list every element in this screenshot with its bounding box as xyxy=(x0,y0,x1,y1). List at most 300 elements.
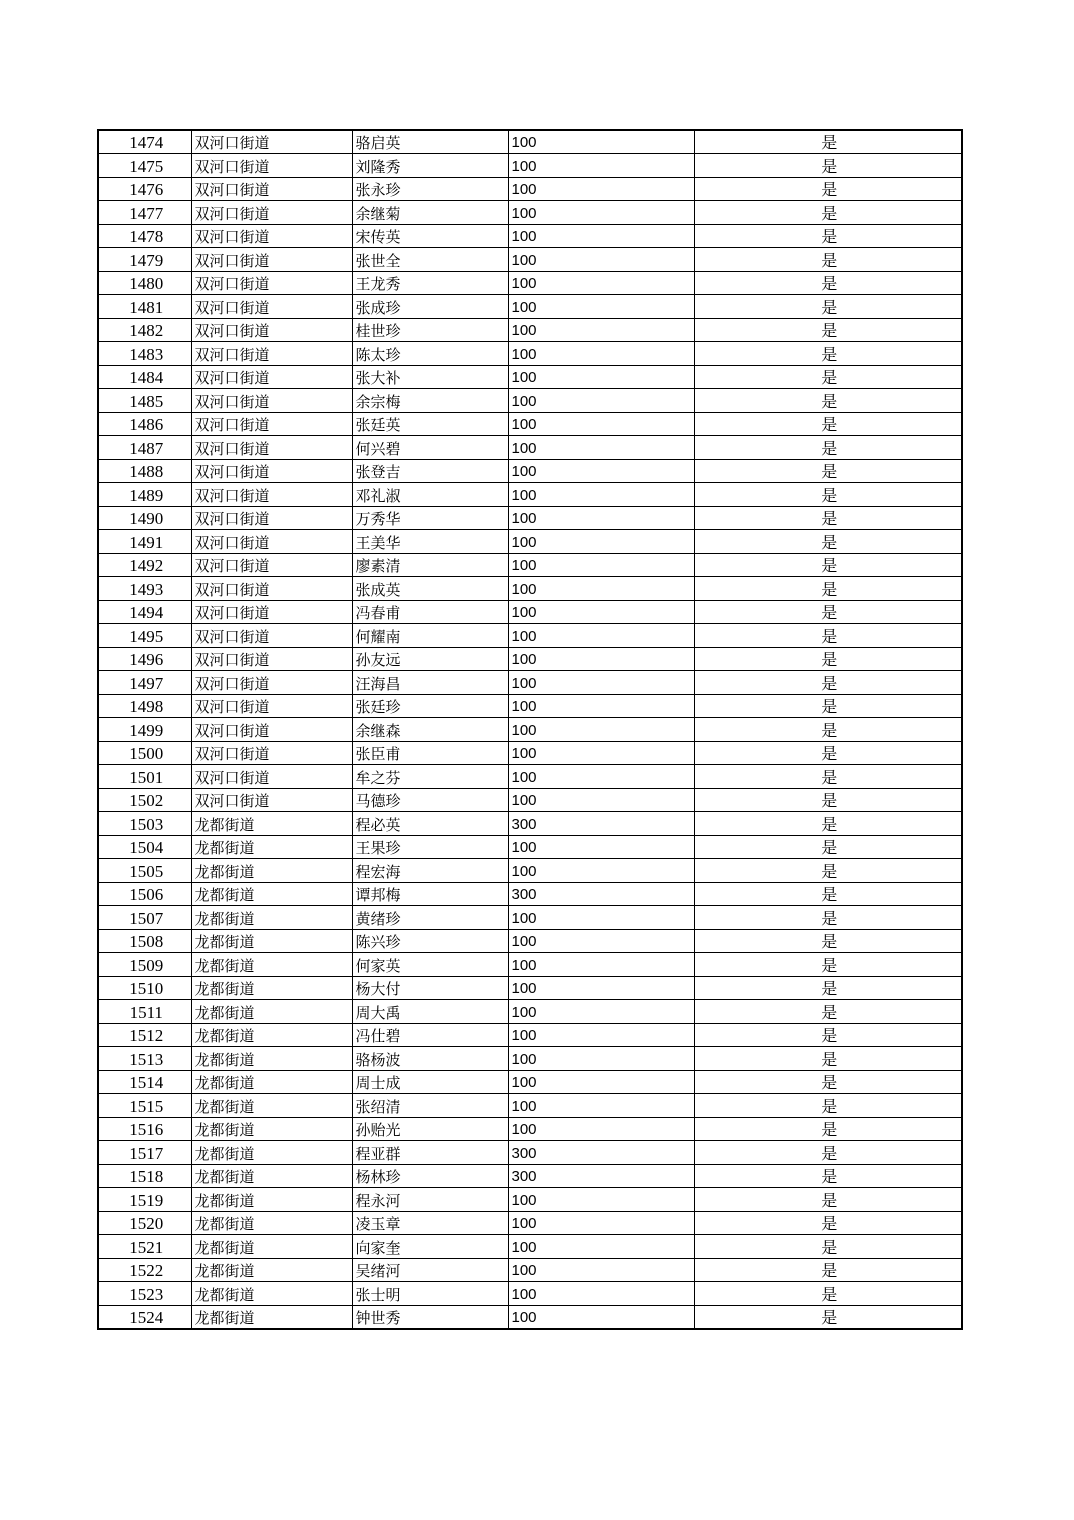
status-cell: 是 xyxy=(694,506,962,530)
district-cell: 双河口街道 xyxy=(191,483,352,507)
person-name-cell: 张成英 xyxy=(352,577,508,601)
amount-cell: 100 xyxy=(508,436,694,460)
person-name-cell: 张臣甫 xyxy=(352,741,508,765)
person-name-cell: 何家英 xyxy=(352,953,508,977)
person-name-cell: 张绍清 xyxy=(352,1094,508,1118)
row-number-cell: 1505 xyxy=(98,859,191,883)
table-row xyxy=(98,882,962,906)
row-number-cell: 1481 xyxy=(98,295,191,319)
amount-cell: 100 xyxy=(508,1047,694,1071)
amount-cell: 100 xyxy=(508,295,694,319)
table-row xyxy=(98,671,962,695)
status-cell: 是 xyxy=(694,1305,962,1329)
person-name-cell: 程亚群 xyxy=(352,1141,508,1165)
amount-cell: 100 xyxy=(508,906,694,930)
status-cell: 是 xyxy=(694,765,962,789)
district-cell: 龙都街道 xyxy=(191,812,352,836)
district-cell: 双河口街道 xyxy=(191,741,352,765)
amount-cell: 300 xyxy=(508,812,694,836)
row-number-cell: 1515 xyxy=(98,1094,191,1118)
table-row xyxy=(98,694,962,718)
amount-cell: 100 xyxy=(508,130,694,154)
district-cell: 双河口街道 xyxy=(191,600,352,624)
table-row xyxy=(98,1141,962,1165)
row-number-cell: 1512 xyxy=(98,1023,191,1047)
table-row xyxy=(98,483,962,507)
amount-cell: 100 xyxy=(508,1305,694,1329)
row-number-cell: 1498 xyxy=(98,694,191,718)
row-number-cell: 1476 xyxy=(98,177,191,201)
row-number-cell: 1488 xyxy=(98,459,191,483)
person-name-cell: 程必英 xyxy=(352,812,508,836)
row-number-cell: 1504 xyxy=(98,835,191,859)
table-row xyxy=(98,953,962,977)
status-cell: 是 xyxy=(694,483,962,507)
row-number-cell: 1522 xyxy=(98,1258,191,1282)
data-table xyxy=(97,129,963,1330)
table-row xyxy=(98,459,962,483)
person-name-cell: 陈太珍 xyxy=(352,342,508,366)
status-cell: 是 xyxy=(694,671,962,695)
person-name-cell: 廖素清 xyxy=(352,553,508,577)
person-name-cell: 谭邦梅 xyxy=(352,882,508,906)
status-cell: 是 xyxy=(694,859,962,883)
district-cell: 双河口街道 xyxy=(191,718,352,742)
status-cell: 是 xyxy=(694,1258,962,1282)
row-number-cell: 1482 xyxy=(98,318,191,342)
table-row xyxy=(98,318,962,342)
person-name-cell: 张廷珍 xyxy=(352,694,508,718)
district-cell: 双河口街道 xyxy=(191,506,352,530)
amount-cell: 100 xyxy=(508,694,694,718)
district-cell: 龙都街道 xyxy=(191,1305,352,1329)
amount-cell: 100 xyxy=(508,1023,694,1047)
status-cell: 是 xyxy=(694,976,962,1000)
table-row xyxy=(98,530,962,554)
status-cell: 是 xyxy=(694,1282,962,1306)
district-cell: 龙都街道 xyxy=(191,1188,352,1212)
status-cell: 是 xyxy=(694,436,962,460)
status-cell: 是 xyxy=(694,365,962,389)
amount-cell: 100 xyxy=(508,929,694,953)
table-row xyxy=(98,1047,962,1071)
amount-cell: 100 xyxy=(508,671,694,695)
amount-cell: 100 xyxy=(508,788,694,812)
table-row xyxy=(98,812,962,836)
district-cell: 龙都街道 xyxy=(191,953,352,977)
district-cell: 龙都街道 xyxy=(191,1211,352,1235)
row-number-cell: 1506 xyxy=(98,882,191,906)
person-name-cell: 张永珍 xyxy=(352,177,508,201)
person-name-cell: 张登吉 xyxy=(352,459,508,483)
row-number-cell: 1477 xyxy=(98,201,191,225)
table-row xyxy=(98,788,962,812)
person-name-cell: 王龙秀 xyxy=(352,271,508,295)
person-name-cell: 周士成 xyxy=(352,1070,508,1094)
row-number-cell: 1508 xyxy=(98,929,191,953)
district-cell: 双河口街道 xyxy=(191,224,352,248)
table-row xyxy=(98,130,962,154)
district-cell: 双河口街道 xyxy=(191,671,352,695)
table-row xyxy=(98,647,962,671)
amount-cell: 100 xyxy=(508,1117,694,1141)
status-cell: 是 xyxy=(694,1094,962,1118)
person-name-cell: 周大禹 xyxy=(352,1000,508,1024)
district-cell: 双河口街道 xyxy=(191,694,352,718)
district-cell: 双河口街道 xyxy=(191,436,352,460)
row-number-cell: 1519 xyxy=(98,1188,191,1212)
person-name-cell: 牟之芬 xyxy=(352,765,508,789)
row-number-cell: 1516 xyxy=(98,1117,191,1141)
district-cell: 龙都街道 xyxy=(191,1282,352,1306)
district-cell: 双河口街道 xyxy=(191,271,352,295)
person-name-cell: 杨大付 xyxy=(352,976,508,1000)
row-number-cell: 1478 xyxy=(98,224,191,248)
status-cell: 是 xyxy=(694,530,962,554)
district-cell: 双河口街道 xyxy=(191,342,352,366)
amount-cell: 100 xyxy=(508,459,694,483)
district-cell: 双河口街道 xyxy=(191,130,352,154)
district-cell: 双河口街道 xyxy=(191,553,352,577)
table-row xyxy=(98,624,962,648)
status-cell: 是 xyxy=(694,295,962,319)
amount-cell: 100 xyxy=(508,1258,694,1282)
amount-cell: 100 xyxy=(508,271,694,295)
district-cell: 龙都街道 xyxy=(191,1000,352,1024)
person-name-cell: 孙友远 xyxy=(352,647,508,671)
district-cell: 龙都街道 xyxy=(191,882,352,906)
amount-cell: 100 xyxy=(508,154,694,178)
district-cell: 双河口街道 xyxy=(191,647,352,671)
table-row xyxy=(98,1164,962,1188)
district-cell: 龙都街道 xyxy=(191,1070,352,1094)
row-number-cell: 1520 xyxy=(98,1211,191,1235)
row-number-cell: 1517 xyxy=(98,1141,191,1165)
district-cell: 龙都街道 xyxy=(191,1047,352,1071)
table-row xyxy=(98,859,962,883)
row-number-cell: 1497 xyxy=(98,671,191,695)
person-name-cell: 程永河 xyxy=(352,1188,508,1212)
status-cell: 是 xyxy=(694,624,962,648)
person-name-cell: 孙贻光 xyxy=(352,1117,508,1141)
amount-cell: 300 xyxy=(508,882,694,906)
person-name-cell: 杨林珍 xyxy=(352,1164,508,1188)
amount-cell: 100 xyxy=(508,365,694,389)
district-cell: 龙都街道 xyxy=(191,1117,352,1141)
district-cell: 龙都街道 xyxy=(191,906,352,930)
district-cell: 龙都街道 xyxy=(191,1094,352,1118)
status-cell: 是 xyxy=(694,1117,962,1141)
table-row xyxy=(98,201,962,225)
district-cell: 龙都街道 xyxy=(191,1258,352,1282)
district-cell: 双河口街道 xyxy=(191,177,352,201)
person-name-cell: 张廷英 xyxy=(352,412,508,436)
table-row xyxy=(98,342,962,366)
district-cell: 双河口街道 xyxy=(191,365,352,389)
person-name-cell: 宋传英 xyxy=(352,224,508,248)
amount-cell: 100 xyxy=(508,741,694,765)
amount-cell: 100 xyxy=(508,765,694,789)
table-row xyxy=(98,1023,962,1047)
amount-cell: 100 xyxy=(508,1000,694,1024)
district-cell: 双河口街道 xyxy=(191,788,352,812)
table-row xyxy=(98,154,962,178)
row-number-cell: 1503 xyxy=(98,812,191,836)
district-cell: 龙都街道 xyxy=(191,1164,352,1188)
table-row xyxy=(98,365,962,389)
row-number-cell: 1513 xyxy=(98,1047,191,1071)
row-number-cell: 1524 xyxy=(98,1305,191,1329)
person-name-cell: 余继森 xyxy=(352,718,508,742)
row-number-cell: 1500 xyxy=(98,741,191,765)
person-name-cell: 向家奎 xyxy=(352,1235,508,1259)
table-row xyxy=(98,1211,962,1235)
status-cell: 是 xyxy=(694,271,962,295)
status-cell: 是 xyxy=(694,1070,962,1094)
status-cell: 是 xyxy=(694,882,962,906)
amount-cell: 100 xyxy=(508,248,694,272)
status-cell: 是 xyxy=(694,906,962,930)
amount-cell: 100 xyxy=(508,624,694,648)
table-row xyxy=(98,1258,962,1282)
table-row xyxy=(98,1235,962,1259)
person-name-cell: 骆启英 xyxy=(352,130,508,154)
row-number-cell: 1491 xyxy=(98,530,191,554)
status-cell: 是 xyxy=(694,412,962,436)
district-cell: 双河口街道 xyxy=(191,201,352,225)
row-number-cell: 1523 xyxy=(98,1282,191,1306)
person-name-cell: 王美华 xyxy=(352,530,508,554)
district-cell: 双河口街道 xyxy=(191,295,352,319)
table-body xyxy=(98,130,962,1329)
person-name-cell: 马德珍 xyxy=(352,788,508,812)
status-cell: 是 xyxy=(694,1211,962,1235)
table-row xyxy=(98,1305,962,1329)
table-row xyxy=(98,177,962,201)
table-row xyxy=(98,835,962,859)
status-cell: 是 xyxy=(694,1188,962,1212)
district-cell: 龙都街道 xyxy=(191,1023,352,1047)
table-row xyxy=(98,1282,962,1306)
district-cell: 双河口街道 xyxy=(191,154,352,178)
status-cell: 是 xyxy=(694,130,962,154)
table-row xyxy=(98,929,962,953)
row-number-cell: 1521 xyxy=(98,1235,191,1259)
status-cell: 是 xyxy=(694,1141,962,1165)
amount-cell: 100 xyxy=(508,530,694,554)
amount-cell: 100 xyxy=(508,1070,694,1094)
status-cell: 是 xyxy=(694,1000,962,1024)
row-number-cell: 1514 xyxy=(98,1070,191,1094)
person-name-cell: 黄绪珍 xyxy=(352,906,508,930)
amount-cell: 100 xyxy=(508,859,694,883)
table-row xyxy=(98,295,962,319)
status-cell: 是 xyxy=(694,788,962,812)
row-number-cell: 1486 xyxy=(98,412,191,436)
row-number-cell: 1492 xyxy=(98,553,191,577)
amount-cell: 100 xyxy=(508,1188,694,1212)
amount-cell: 100 xyxy=(508,412,694,436)
table-row xyxy=(98,412,962,436)
amount-cell: 100 xyxy=(508,1211,694,1235)
row-number-cell: 1483 xyxy=(98,342,191,366)
table-row xyxy=(98,224,962,248)
person-name-cell: 张士明 xyxy=(352,1282,508,1306)
table-row xyxy=(98,718,962,742)
table-row xyxy=(98,600,962,624)
district-cell: 双河口街道 xyxy=(191,248,352,272)
person-name-cell: 骆杨波 xyxy=(352,1047,508,1071)
status-cell: 是 xyxy=(694,389,962,413)
amount-cell: 100 xyxy=(508,835,694,859)
district-cell: 双河口街道 xyxy=(191,577,352,601)
status-cell: 是 xyxy=(694,577,962,601)
table-row xyxy=(98,906,962,930)
row-number-cell: 1507 xyxy=(98,906,191,930)
table-row xyxy=(98,553,962,577)
district-cell: 双河口街道 xyxy=(191,318,352,342)
table-row xyxy=(98,577,962,601)
table-row xyxy=(98,1000,962,1024)
table-row xyxy=(98,976,962,1000)
status-cell: 是 xyxy=(694,812,962,836)
amount-cell: 100 xyxy=(508,553,694,577)
status-cell: 是 xyxy=(694,1164,962,1188)
person-name-cell: 张大补 xyxy=(352,365,508,389)
row-number-cell: 1501 xyxy=(98,765,191,789)
amount-cell: 100 xyxy=(508,1094,694,1118)
status-cell: 是 xyxy=(694,1047,962,1071)
person-name-cell: 何耀南 xyxy=(352,624,508,648)
district-cell: 双河口街道 xyxy=(191,624,352,648)
amount-cell: 100 xyxy=(508,506,694,530)
row-number-cell: 1493 xyxy=(98,577,191,601)
person-name-cell: 张世全 xyxy=(352,248,508,272)
status-cell: 是 xyxy=(694,835,962,859)
person-name-cell: 钟世秀 xyxy=(352,1305,508,1329)
person-name-cell: 刘隆秀 xyxy=(352,154,508,178)
table-row xyxy=(98,765,962,789)
row-number-cell: 1475 xyxy=(98,154,191,178)
row-number-cell: 1490 xyxy=(98,506,191,530)
person-name-cell: 张成珍 xyxy=(352,295,508,319)
row-number-cell: 1484 xyxy=(98,365,191,389)
amount-cell: 100 xyxy=(508,342,694,366)
person-name-cell: 凌玉章 xyxy=(352,1211,508,1235)
status-cell: 是 xyxy=(694,342,962,366)
district-cell: 双河口街道 xyxy=(191,765,352,789)
amount-cell: 100 xyxy=(508,201,694,225)
table-row xyxy=(98,741,962,765)
row-number-cell: 1495 xyxy=(98,624,191,648)
status-cell: 是 xyxy=(694,553,962,577)
status-cell: 是 xyxy=(694,600,962,624)
status-cell: 是 xyxy=(694,929,962,953)
table-row xyxy=(98,1070,962,1094)
status-cell: 是 xyxy=(694,718,962,742)
amount-cell: 100 xyxy=(508,718,694,742)
district-cell: 龙都街道 xyxy=(191,929,352,953)
amount-cell: 100 xyxy=(508,600,694,624)
district-cell: 龙都街道 xyxy=(191,835,352,859)
amount-cell: 100 xyxy=(508,647,694,671)
amount-cell: 100 xyxy=(508,1282,694,1306)
amount-cell: 100 xyxy=(508,1235,694,1259)
status-cell: 是 xyxy=(694,459,962,483)
district-cell: 龙都街道 xyxy=(191,1141,352,1165)
person-name-cell: 桂世珍 xyxy=(352,318,508,342)
status-cell: 是 xyxy=(694,694,962,718)
person-name-cell: 邓礼淑 xyxy=(352,483,508,507)
person-name-cell: 汪海昌 xyxy=(352,671,508,695)
amount-cell: 100 xyxy=(508,577,694,601)
district-cell: 龙都街道 xyxy=(191,976,352,1000)
person-name-cell: 吴绪河 xyxy=(352,1258,508,1282)
status-cell: 是 xyxy=(694,248,962,272)
person-name-cell: 冯仕碧 xyxy=(352,1023,508,1047)
status-cell: 是 xyxy=(694,154,962,178)
person-name-cell: 万秀华 xyxy=(352,506,508,530)
amount-cell: 100 xyxy=(508,318,694,342)
row-number-cell: 1511 xyxy=(98,1000,191,1024)
person-name-cell: 程宏海 xyxy=(352,859,508,883)
row-number-cell: 1487 xyxy=(98,436,191,460)
status-cell: 是 xyxy=(694,177,962,201)
amount-cell: 100 xyxy=(508,177,694,201)
row-number-cell: 1502 xyxy=(98,788,191,812)
person-name-cell: 王果珍 xyxy=(352,835,508,859)
amount-cell: 100 xyxy=(508,953,694,977)
district-cell: 双河口街道 xyxy=(191,389,352,413)
district-cell: 双河口街道 xyxy=(191,459,352,483)
amount-cell: 100 xyxy=(508,224,694,248)
row-number-cell: 1479 xyxy=(98,248,191,272)
row-number-cell: 1509 xyxy=(98,953,191,977)
table-row xyxy=(98,506,962,530)
table-row xyxy=(98,248,962,272)
row-number-cell: 1489 xyxy=(98,483,191,507)
person-name-cell: 余继菊 xyxy=(352,201,508,225)
status-cell: 是 xyxy=(694,953,962,977)
district-cell: 双河口街道 xyxy=(191,530,352,554)
amount-cell: 100 xyxy=(508,389,694,413)
status-cell: 是 xyxy=(694,1235,962,1259)
row-number-cell: 1499 xyxy=(98,718,191,742)
person-name-cell: 冯春甫 xyxy=(352,600,508,624)
table-row xyxy=(98,436,962,460)
amount-cell: 300 xyxy=(508,1164,694,1188)
row-number-cell: 1474 xyxy=(98,130,191,154)
amount-cell: 100 xyxy=(508,976,694,1000)
row-number-cell: 1480 xyxy=(98,271,191,295)
amount-cell: 300 xyxy=(508,1141,694,1165)
district-cell: 龙都街道 xyxy=(191,1235,352,1259)
person-name-cell: 何兴碧 xyxy=(352,436,508,460)
table-row xyxy=(98,271,962,295)
amount-cell: 100 xyxy=(508,483,694,507)
table-row xyxy=(98,389,962,413)
status-cell: 是 xyxy=(694,647,962,671)
person-name-cell: 余宗梅 xyxy=(352,389,508,413)
table-row xyxy=(98,1094,962,1118)
status-cell: 是 xyxy=(694,224,962,248)
status-cell: 是 xyxy=(694,201,962,225)
status-cell: 是 xyxy=(694,1023,962,1047)
row-number-cell: 1485 xyxy=(98,389,191,413)
row-number-cell: 1518 xyxy=(98,1164,191,1188)
district-cell: 龙都街道 xyxy=(191,859,352,883)
table-row xyxy=(98,1188,962,1212)
